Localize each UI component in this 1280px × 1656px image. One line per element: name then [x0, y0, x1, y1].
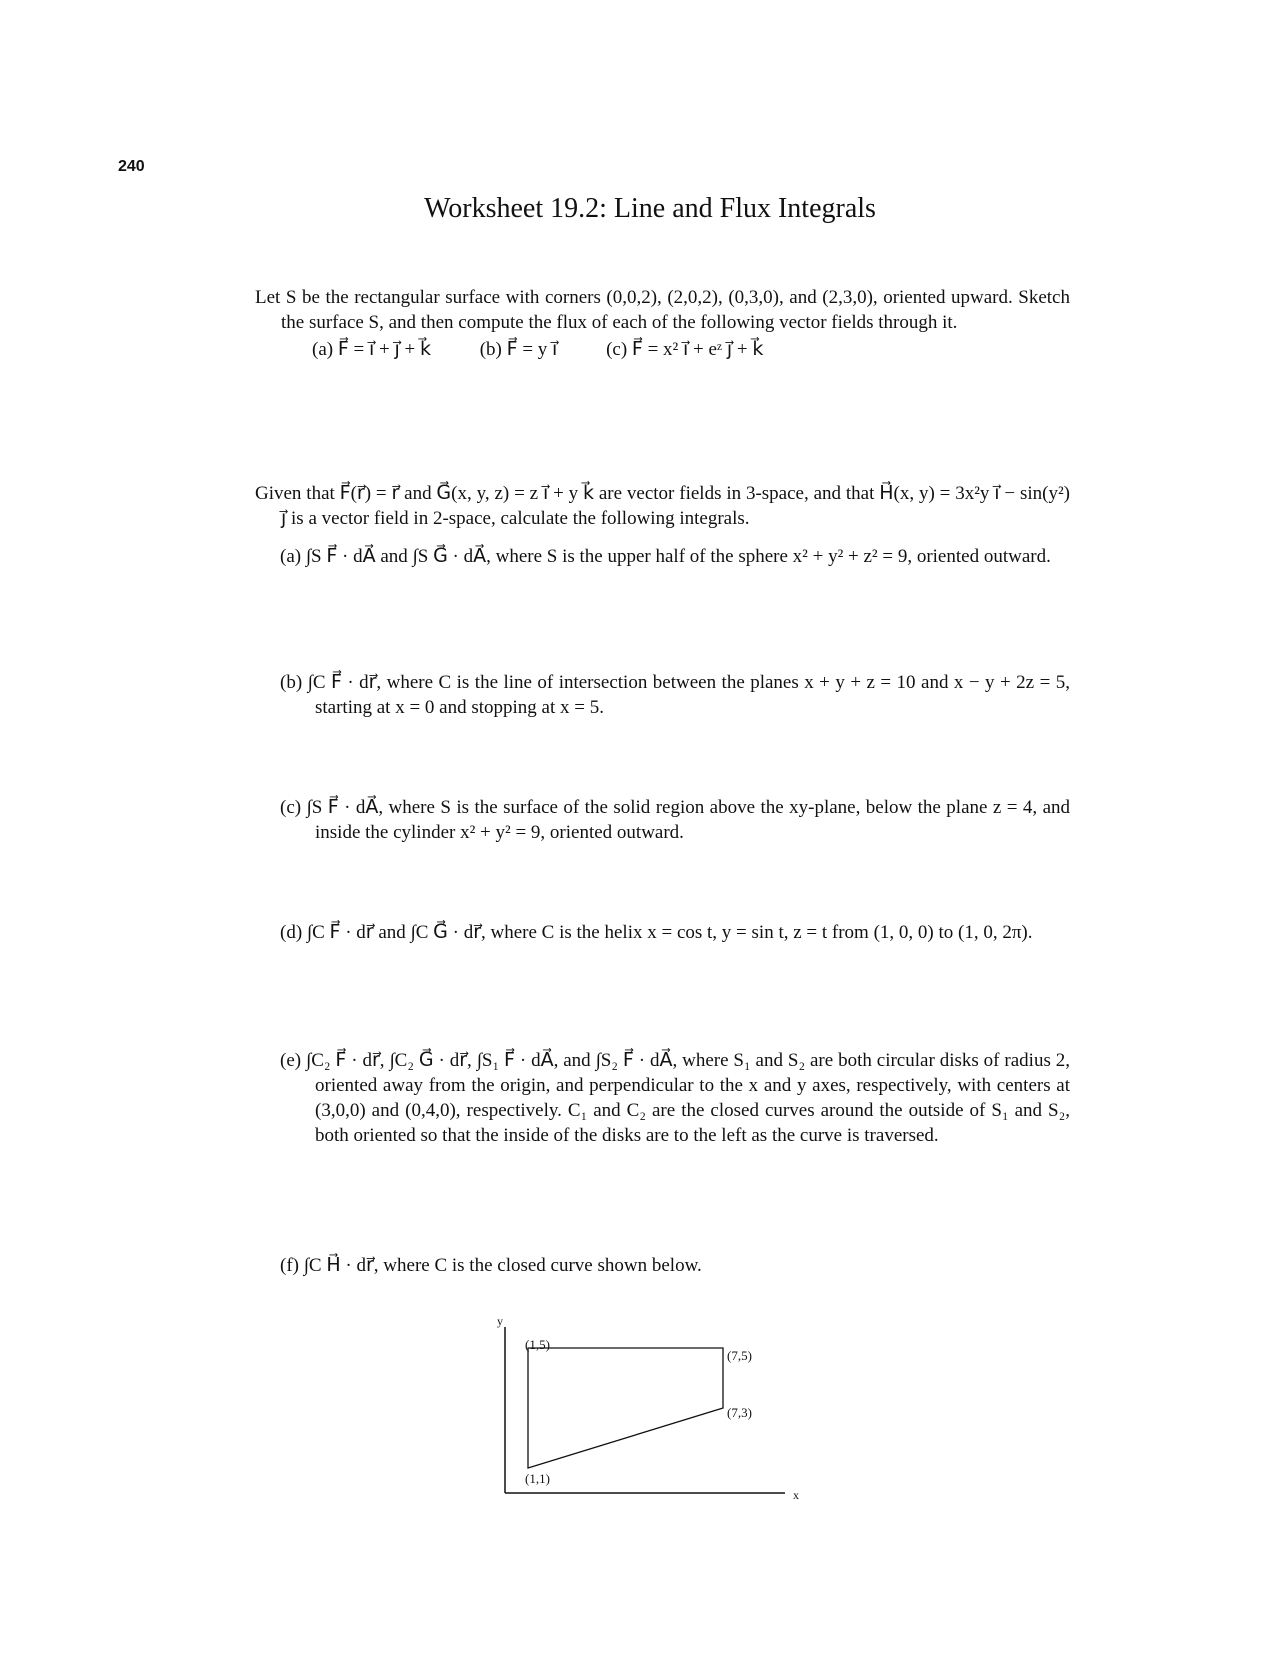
page-number: 240 [118, 158, 145, 175]
problem-2c [280, 795, 1070, 845]
y-axis-label: y [497, 1315, 503, 1328]
problem-2e [280, 1048, 1070, 1148]
vertex-label-1-1: (1,1) [525, 1471, 550, 1486]
x-axis-label: x [793, 1488, 799, 1502]
problem-2e-text: (e) ∫C₂ F⃗ · dr⃗, ∫C₂ G⃗ · dr⃗, ∫S₁ F⃗ · dA⃗, and ∫S₂ F⃗ · dA⃗, where S₁ and S₂ are both circular disks of radius 2, oriented away from the origin, and perpendicular to the x and y axes, respectively, with centers at (3,0,0) and (0,4,0), respectively. C₁ and C₂ are the closed curves around the outside of S₁ and S₂, both oriented so that the inside of the disks are to the left as the curve is traversed. [280, 1050, 1070, 1146]
field-b: (b) F⃗ = y i⃗ [479, 339, 558, 360]
problem-1 [255, 285, 1070, 362]
vertex-label-1-5: (1,5) [525, 1337, 550, 1352]
problem-2b-text: (b) ∫C F⃗ · dr⃗, where C is the line of intersection between the planes x + y + z = 10 and x − y + 2z = 5, starting at x = 0 and stopping at x = 5. [280, 672, 1070, 718]
problem-2a [280, 544, 1070, 569]
problem-2b [280, 670, 1070, 720]
problem-2a-text: (a) ∫S F⃗ · dA⃗ and ∫S G⃗ · dA⃗, where S is the upper half of the sphere x² + y² + z² = 9, oriented outward. [280, 546, 1051, 567]
closed-curve-diagram [495, 1315, 815, 1505]
problem-1-fields [312, 337, 1070, 362]
problem-2f-text: (f) ∫C H⃗ · dr⃗, where C is the closed curve shown below. [280, 1255, 702, 1276]
field-a: (a) F⃗ = i⃗ + j⃗ + k⃗ [312, 339, 431, 360]
vertex-label-7-5: (7,5) [727, 1348, 752, 1363]
problem-2-intro: Given that F⃗(r⃗) = r⃗ and G⃗(x, y, z) = z i⃗ + y k⃗ are vector fields in 3-space, and that H⃗(x, y) = 3x²y i⃗ − sin(y²) j⃗ is a vector field in 2-space, calculate the following integrals. [255, 483, 1070, 529]
vertex-label-7-3: (7,3) [727, 1405, 752, 1420]
problem-2d [280, 920, 1070, 945]
problem-2 [255, 481, 1070, 531]
problem-1-text: Let S be the rectangular surface with corners (0,0,2), (2,0,2), (0,3,0), and (2,3,0), oriented upward. Sketch the surface S, and then compute the flux of each of the following vector fields through it. [255, 287, 1070, 333]
problem-2d-text: (d) ∫C F⃗ · dr⃗ and ∫C G⃗ · dr⃗, where C is the helix x = cos t, y = sin t, z = t from (1, 0, 0) to (1, 0, 2π). [280, 922, 1033, 943]
problem-2c-text: (c) ∫S F⃗ · dA⃗, where S is the surface of the solid region above the xy-plane, below the plane z = 4, and inside the cylinder x² + y² = 9, oriented outward. [280, 797, 1070, 843]
worksheet-title: Worksheet 19.2: Line and Flux Integrals [424, 193, 876, 224]
problem-2f [280, 1253, 1070, 1278]
closed-curve [528, 1348, 723, 1468]
field-c: (c) F⃗ = x² i⃗ + eᶻ j⃗ + k⃗ [606, 339, 764, 360]
